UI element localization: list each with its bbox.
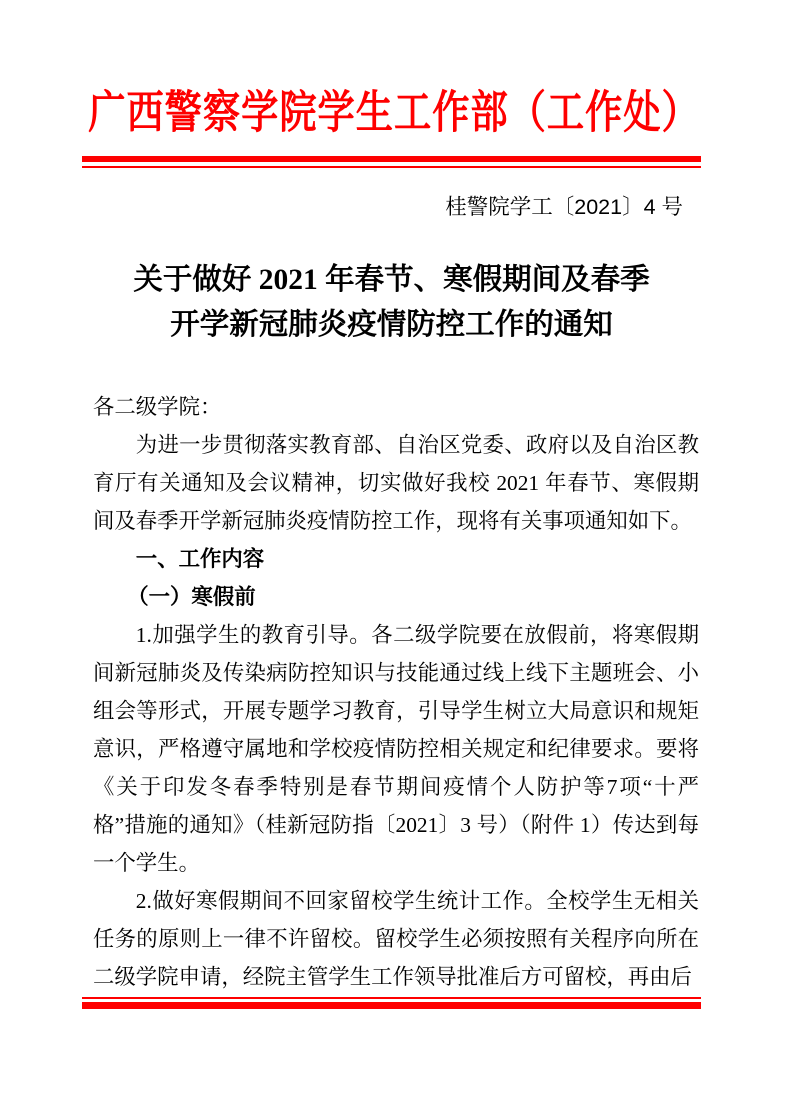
item-paragraph-1: 1.加强学生的教育引导。各二级学院要在放假前，将寒假期间新冠肺炎及传染病防控知识与技能通过线上线下主题班会、小组会等形式，开展专题学习教育，引导学生树立大局意识和规矩意识，严格遵守属地和学校疫情防控相关规定和纪律要求。要将《关于印发冬春季特别是春节期间疫情个人防护等7项“十严格”措施的通知》（桂新冠防指〔2021〕3 号）（附件 1）传达到每一个学生。 — [93, 623, 699, 875]
notice-title-line1: 关于做好 2021 年春节、寒假期间及春季 — [133, 264, 650, 296]
subsection-heading: （一）寒假前 — [127, 585, 256, 609]
footer-double-rule — [82, 997, 701, 1009]
letterhead-double-rule — [82, 156, 701, 168]
intro-paragraph: 为进一步贯彻落实教育部、自治区党委、政府以及自治区教育厅有关通知及会议精神，切实做好我校 2021 年春节、寒假期间及春季开学新冠肺炎疫情防控工作，现将有关事项通知如下。 — [93, 433, 699, 533]
notice-title-line2: 开学新冠肺炎疫情防控工作的通知 — [170, 309, 613, 341]
item-paragraph-2: 2.做好寒假期间不回家留校学生统计工作。全校学生无相关任务的原则上一律不许留校。留校学生必须按照有关程序向所在二级学院申请，经院主管学生工作领导批准后方可留校，再由后 — [93, 889, 699, 989]
letterhead-org-title — [82, 86, 701, 138]
notice-title — [82, 258, 701, 348]
document-number: 桂警院学工〔2021〕4 号 — [445, 195, 683, 219]
salutation: 各二级学院： — [93, 395, 222, 419]
section-heading: 一、工作内容 — [135, 547, 265, 571]
notice-body — [93, 388, 699, 996]
letterhead-org-title-text: 广西警察学院学生工作部（工作处） — [88, 88, 700, 138]
